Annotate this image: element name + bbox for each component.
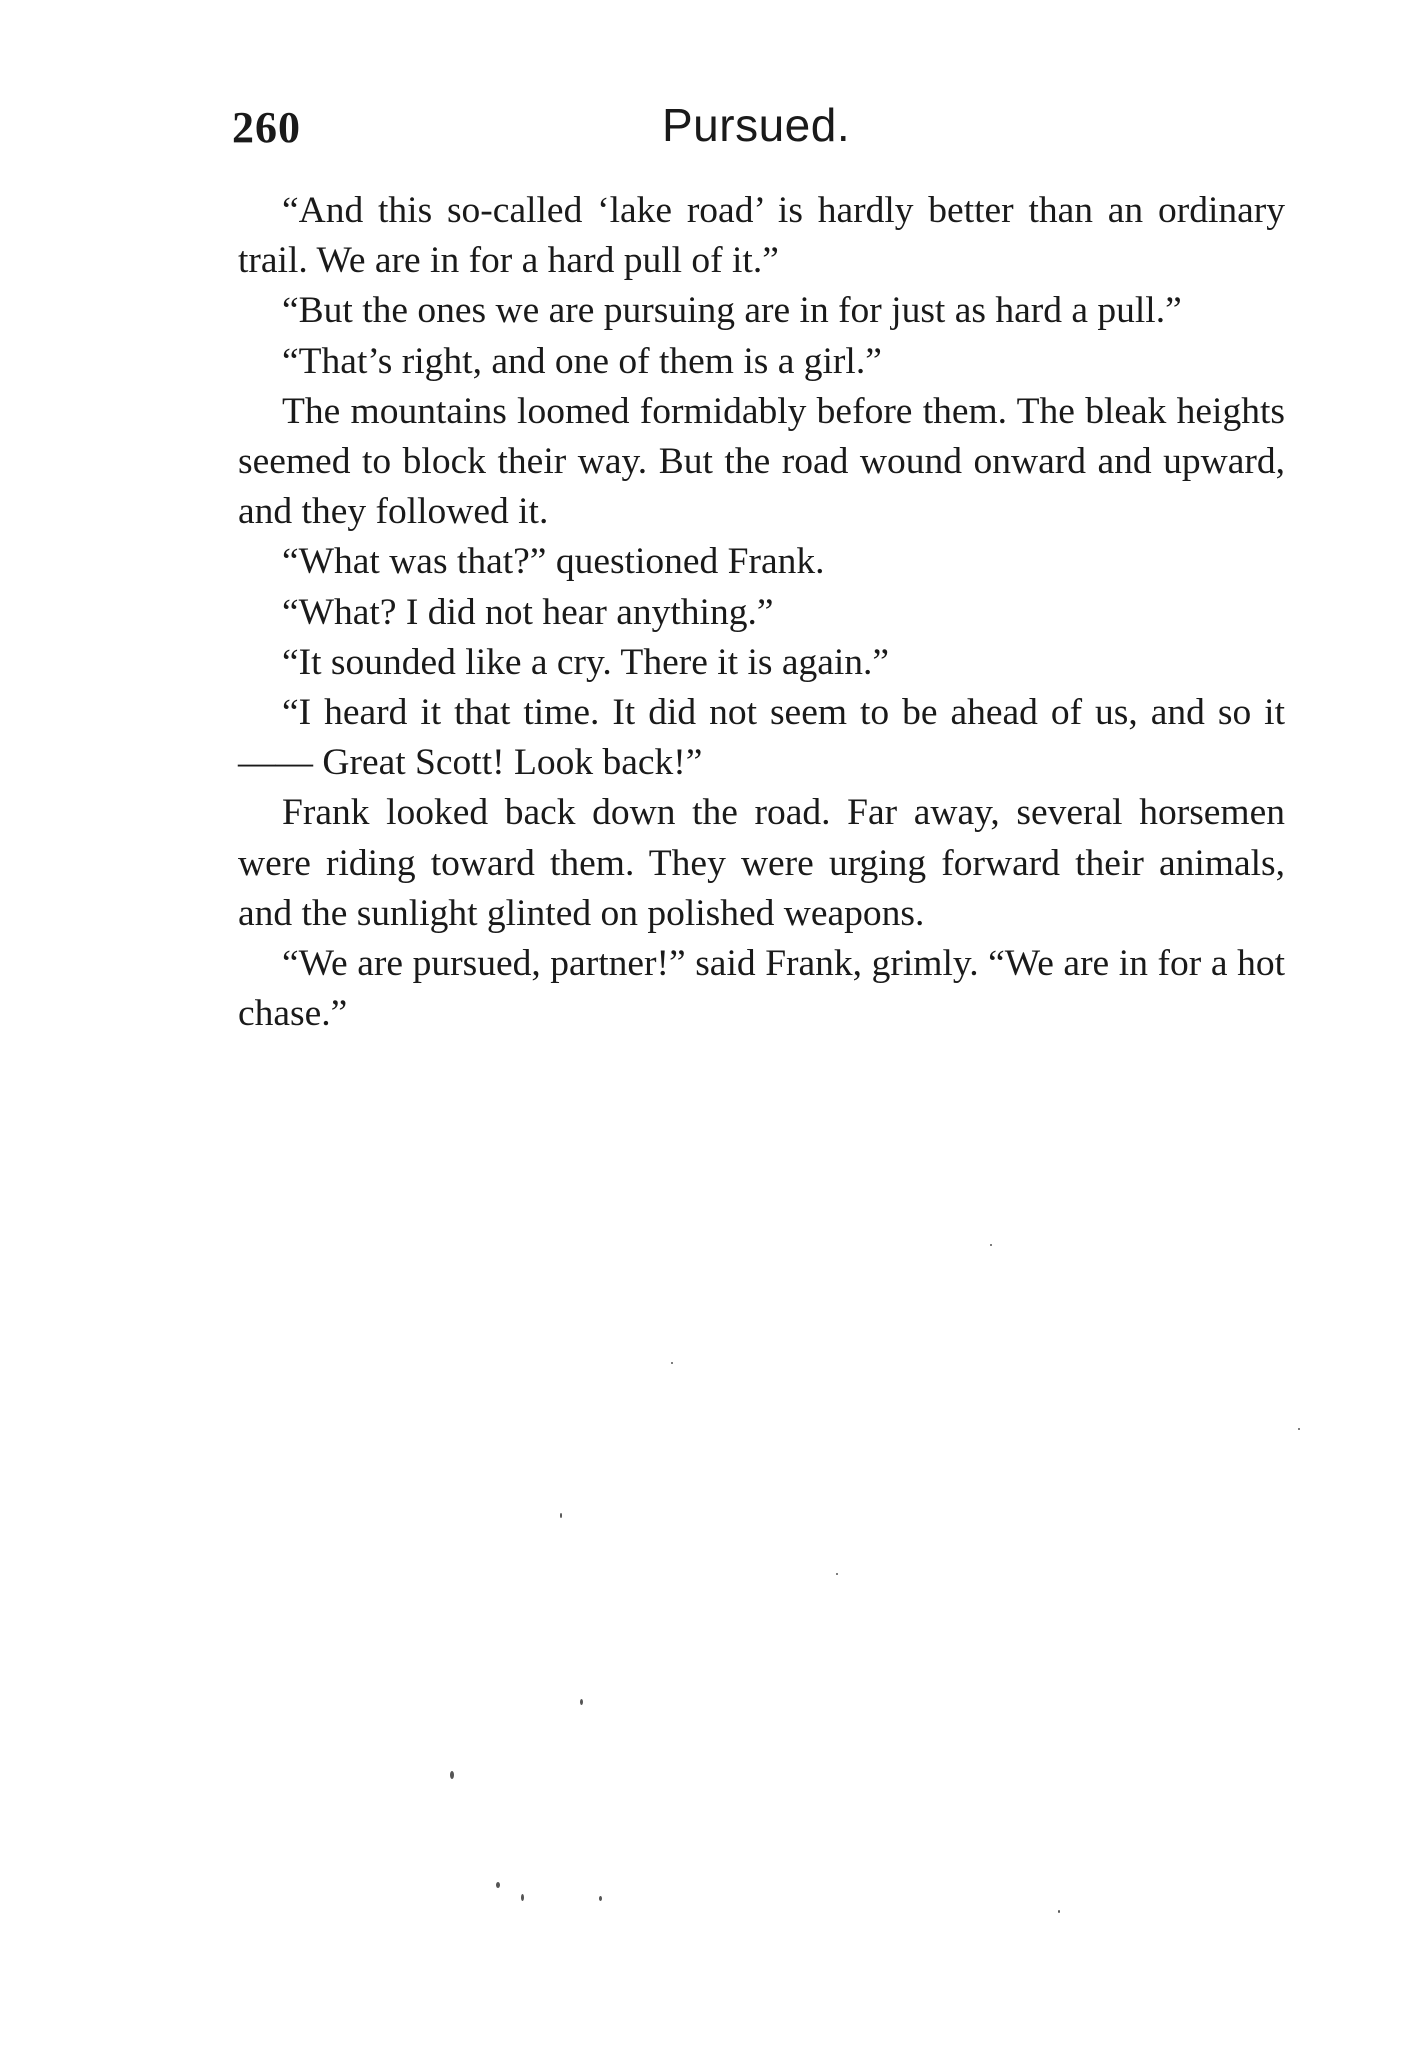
paragraph: “And this so-called ‘lake road’ is hardly better than an ordinary trail. We are in for a hard pull of it.” <box>238 190 1285 282</box>
body-text <box>238 186 1285 1039</box>
scan-speck <box>671 1362 673 1364</box>
scan-speck <box>836 1573 838 1575</box>
paragraph: “What was that?” questioned Frank. <box>282 541 825 583</box>
scan-speck <box>521 1894 524 1901</box>
scan-speck <box>1058 1910 1060 1913</box>
scan-speck <box>560 1513 562 1518</box>
scan-speck <box>599 1896 602 1901</box>
paragraph: Frank looked back down the road. Far away, several horsemen were riding toward them. They were urging forward their animals, and the sunlight glinted on polished weapons. <box>238 792 1285 934</box>
page-number: 260 <box>232 103 301 152</box>
paragraph: “I heard it that time. It did not seem to be ahead of us, and so it—— Great Scott! Look back!” <box>238 692 1285 784</box>
paragraph: “But the ones we are pursuing are in for just as hard a pull.” <box>282 290 1182 332</box>
scan-speck <box>580 1699 583 1705</box>
scan-speck <box>450 1771 454 1779</box>
paragraph: “That’s right, and one of them is a girl.” <box>282 340 882 382</box>
paragraph: “It sounded like a cry. There it is again.” <box>282 641 890 683</box>
paragraph: The mountains loomed formidably before them. The bleak heights seemed to block their way. But the road wound onward and upward, and they followed it. <box>238 390 1285 533</box>
scan-speck <box>496 1882 500 1888</box>
paragraph: “What? I did not hear anything.” <box>282 591 774 633</box>
paragraph: “We are pursued, partner!” said Frank, grimly. “We are in for a hot chase.” <box>238 943 1285 1035</box>
scan-speck <box>1298 1428 1300 1430</box>
page-header <box>232 98 1292 158</box>
scan-speck <box>990 1244 992 1246</box>
running-title: Pursued. <box>662 99 851 151</box>
